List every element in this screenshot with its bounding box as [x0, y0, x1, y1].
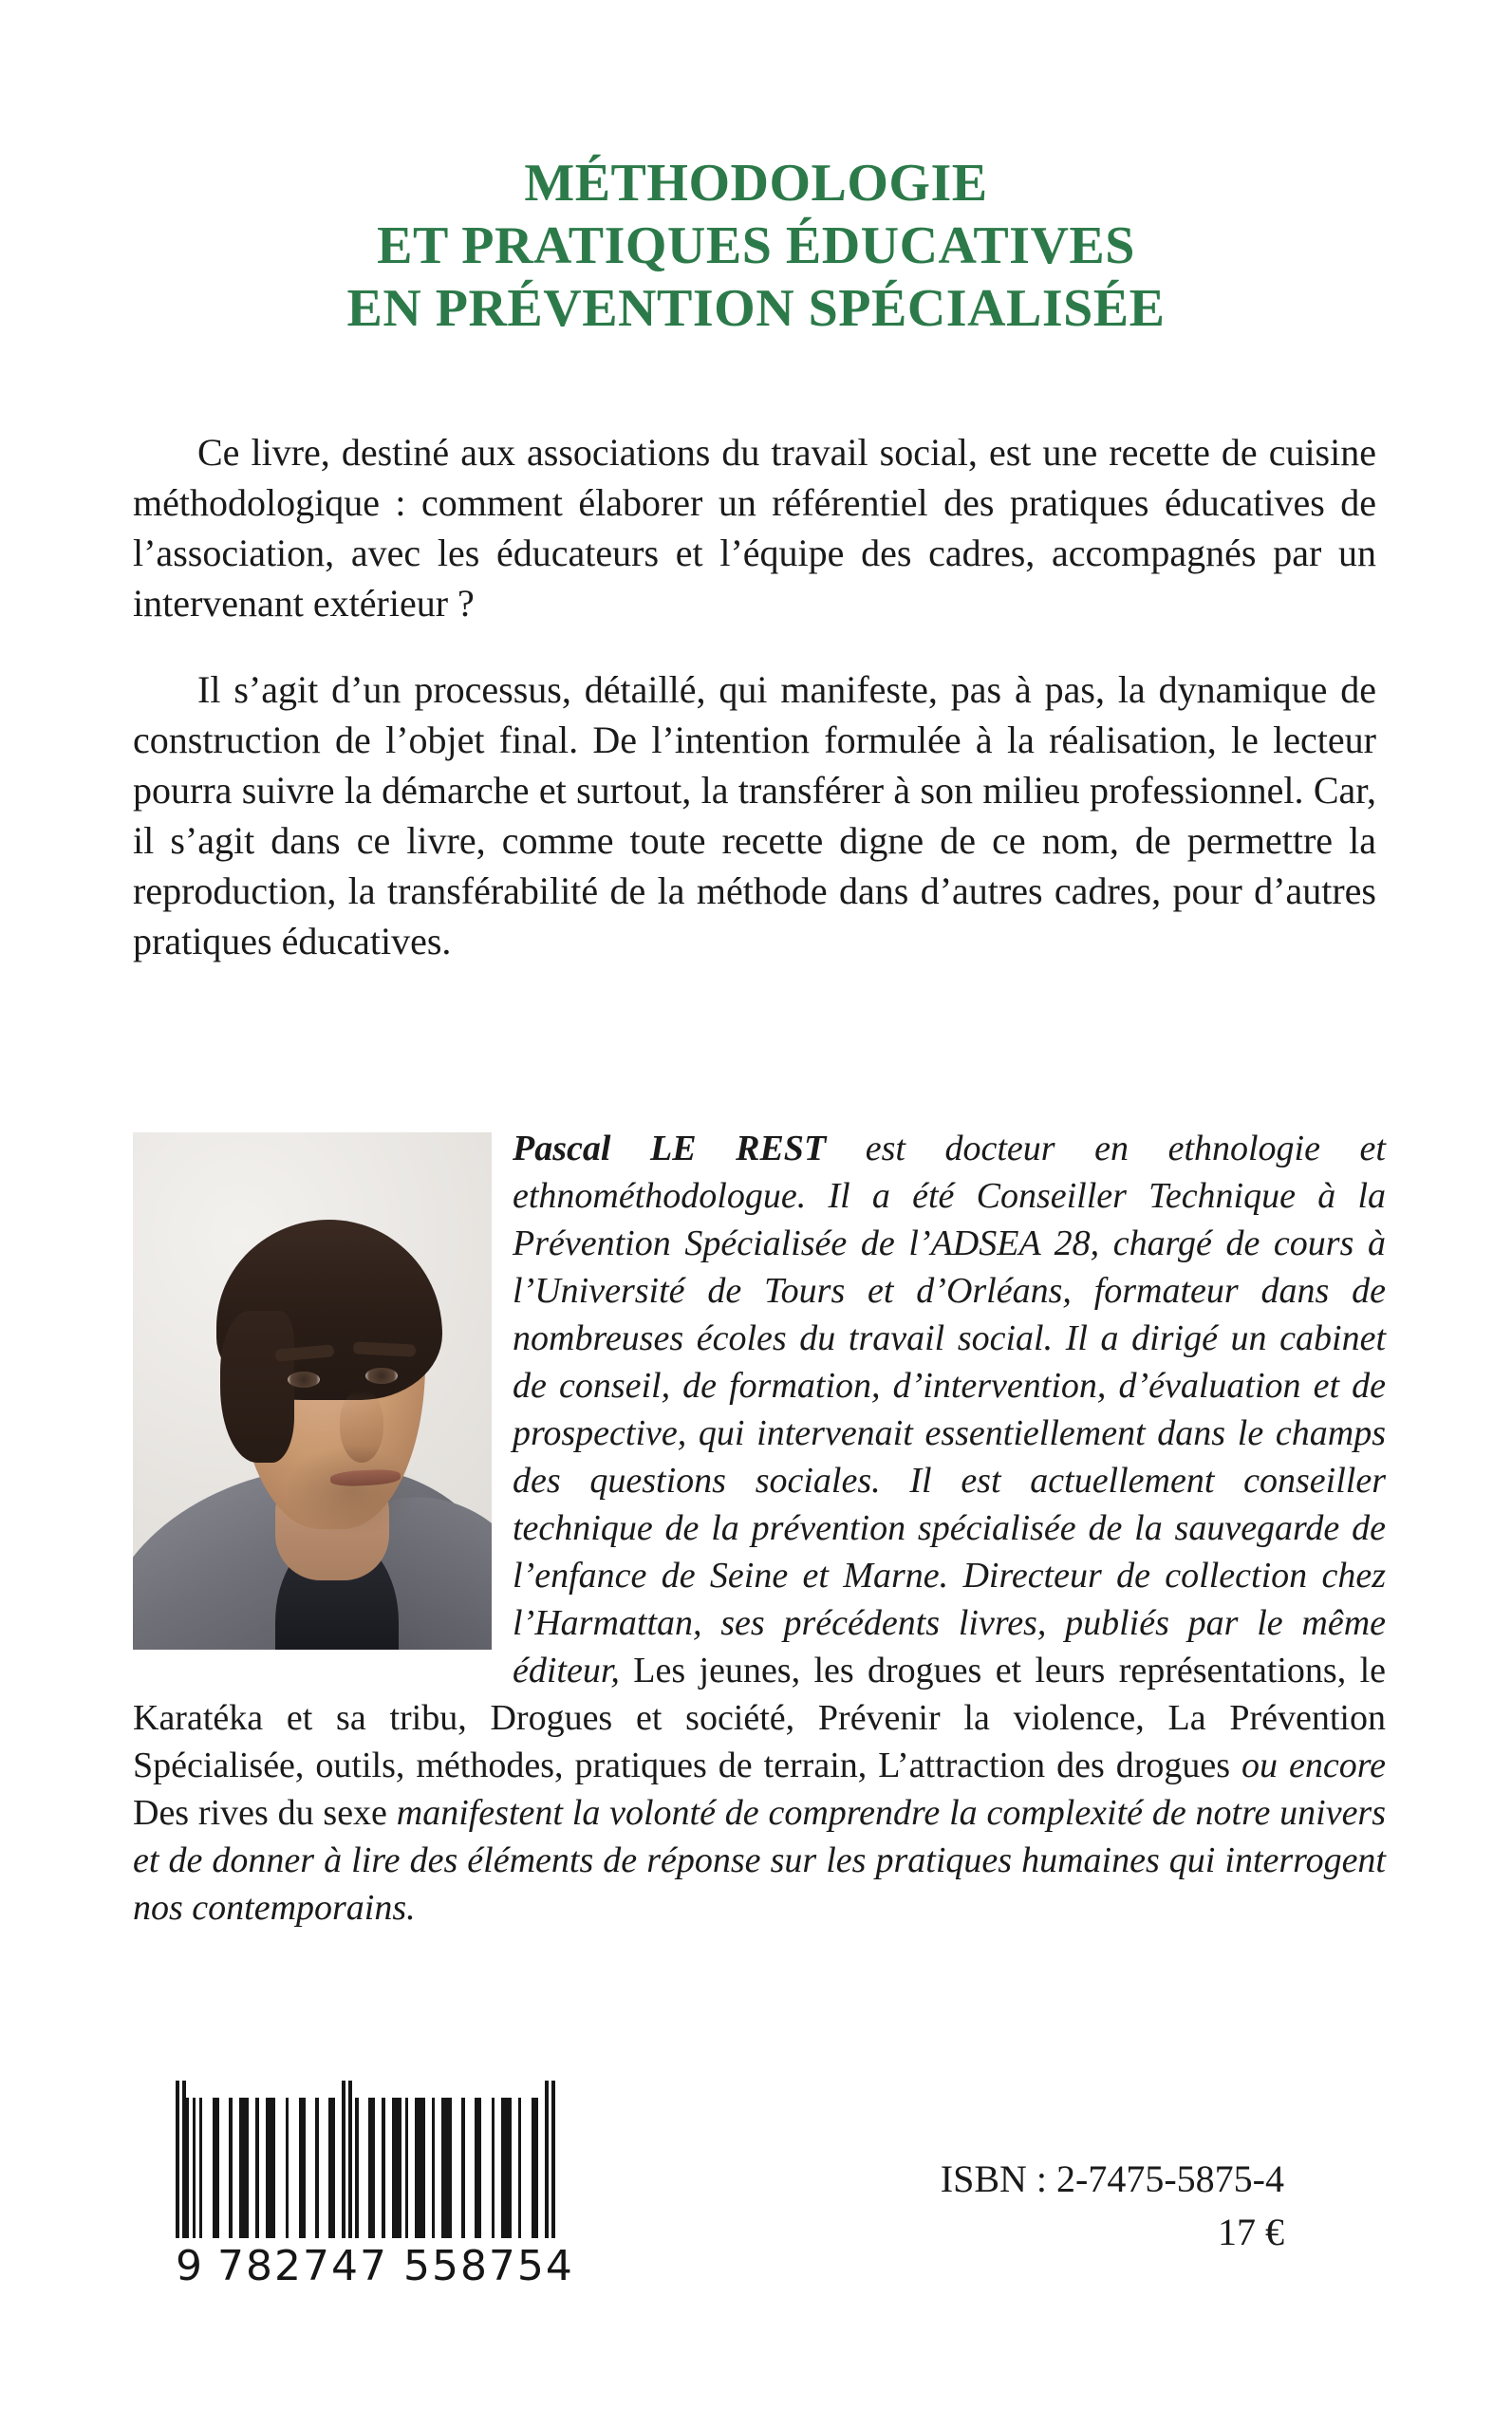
author-bio-part-2: manifestent la volonté de comprendre la complexité de notre univers et de donner à lire des éléments de réponse sur les pratiques humaines qui interrogent nos contemporains.	[133, 1793, 1387, 1928]
barcode-bar	[266, 2098, 276, 2238]
barcode-bar	[425, 2098, 432, 2238]
barcode-bar	[259, 2098, 266, 2238]
barcode-bar	[415, 2098, 425, 2238]
barcode-bar	[465, 2098, 476, 2238]
isbn-text: ISBN : 2-7475-5875-4	[940, 2157, 1284, 2200]
author-last-book: Des rives du sexe	[133, 1793, 387, 1833]
barcode-bar	[501, 2098, 512, 2238]
barcode-bar	[202, 2098, 213, 2238]
barcode-bar	[408, 2098, 415, 2238]
title-line-2: ET PRATIQUES ÉDUCATIVES	[377, 216, 1135, 275]
barcode-bar	[385, 2098, 392, 2238]
isbn-price-block	[941, 2153, 1284, 2259]
photo-eye-right	[365, 1368, 398, 1384]
barcode-bar	[359, 2098, 369, 2238]
barcode-bar	[299, 2098, 306, 2238]
price-text: 17 €	[1218, 2211, 1284, 2253]
barcode-bar	[275, 2098, 286, 2238]
barcode-bar	[441, 2098, 452, 2238]
author-previous-books: Les jeunes, les drogues et leurs représentations, le Karatéka et sa tribu, Drogues et société, Prévenir la violence, La Prévention Spécialisée, outils, méthodes, pratiques de terrain, L’attraction des drogues	[133, 1651, 1386, 1785]
barcode-bar	[512, 2098, 518, 2238]
barcode-bar	[289, 2098, 299, 2238]
author-section	[133, 1125, 1386, 1932]
barcode-bar	[368, 2098, 375, 2238]
barcode-bar	[495, 2098, 501, 2238]
photo-eye-left	[288, 1372, 320, 1388]
title-line-1: MÉTHODOLOGIE	[524, 154, 988, 213]
footer	[0, 2069, 1512, 2373]
barcode-bar	[452, 2098, 462, 2238]
barcode-bar	[532, 2098, 538, 2238]
ean13-barcode	[176, 2098, 574, 2290]
barcode-bar	[375, 2098, 382, 2238]
blurb-paragraph-2: Il s’agit d’un processus, détaillé, qui manifeste, pas à pas, la dynamique de construction de l’objet final. De l’intention formulée à la réalisation, le lecteur pourra suivre la démarche et surtout, la transférer à son milieu professionnel. Car, il s’agit dans ce livre, comme toute recette digne de ce nom, de permettre la reproduction, la transférabilité de la méthode dans d’autres cadres, pour d’autres pratiques éducatives.	[133, 668, 1376, 962]
barcode-bar	[319, 2098, 329, 2238]
barcode-lead-digit: 9	[176, 2242, 204, 2290]
barcode-bars	[176, 2098, 555, 2238]
author-books-connector: ou encore	[1230, 1746, 1386, 1785]
barcode-bar	[306, 2098, 316, 2238]
title-line-3: EN PRÉVENTION SPÉCIALISÉE	[346, 279, 1166, 338]
barcode-bar	[481, 2098, 492, 2238]
back-cover-blurb	[133, 427, 1376, 966]
barcode-bar	[521, 2098, 532, 2238]
photo-chin-shadow	[285, 1446, 418, 1537]
barcode-bar	[392, 2098, 402, 2238]
barcode-bar	[538, 2098, 545, 2238]
barcode-bar	[551, 2081, 555, 2238]
barcode-bar	[475, 2098, 481, 2238]
barcode-bar	[249, 2098, 255, 2238]
blurb-paragraph-1: Ce livre, destiné aux associations du travail social, est une recette de cuisine méthodologique : comment élaborer un référentiel des pratiques éducatives de l’association, avec les éducateurs et l’équipe des cadres, accompagnés par un intervenant extérieur ?	[133, 431, 1376, 625]
barcode-bar	[435, 2098, 441, 2238]
barcode-bar	[239, 2098, 250, 2238]
barcode-bar	[213, 2098, 219, 2238]
photo-sideburn	[220, 1311, 294, 1463]
barcode-digits	[176, 2242, 574, 2290]
book-title	[0, 152, 1512, 340]
barcode-bar	[328, 2098, 335, 2238]
barcode-bar	[233, 2098, 239, 2238]
barcode-bar	[219, 2098, 230, 2238]
barcode-main-digits: 782747 558754	[217, 2242, 574, 2290]
author-name: Pascal LE REST	[513, 1129, 827, 1168]
author-bio-part-1: est docteur en ethnologie et ethnométhodologue. Il a été Conseiller Technique à la Prévention Spécialisée de l’ADSEA 28, chargé de cours à l’Université de Tours et d’Orléans, formateur dans de nombreuses écoles du travail social. Il a dirigé un cabinet de conseil, de formation, d’intervention, d’évaluation et de prospective, qui intervenait essentiellement dans le champs des questions sociales. Il est actuellement conseiller technique de la prévention spécialisée de la sauvegarde de l’enfance de Seine et Marne. Directeur de collection chez l’Harmattan, ses précédents livres, publiés par le même éditeur,	[513, 1129, 1386, 1690]
author-portrait-photo	[133, 1132, 492, 1650]
